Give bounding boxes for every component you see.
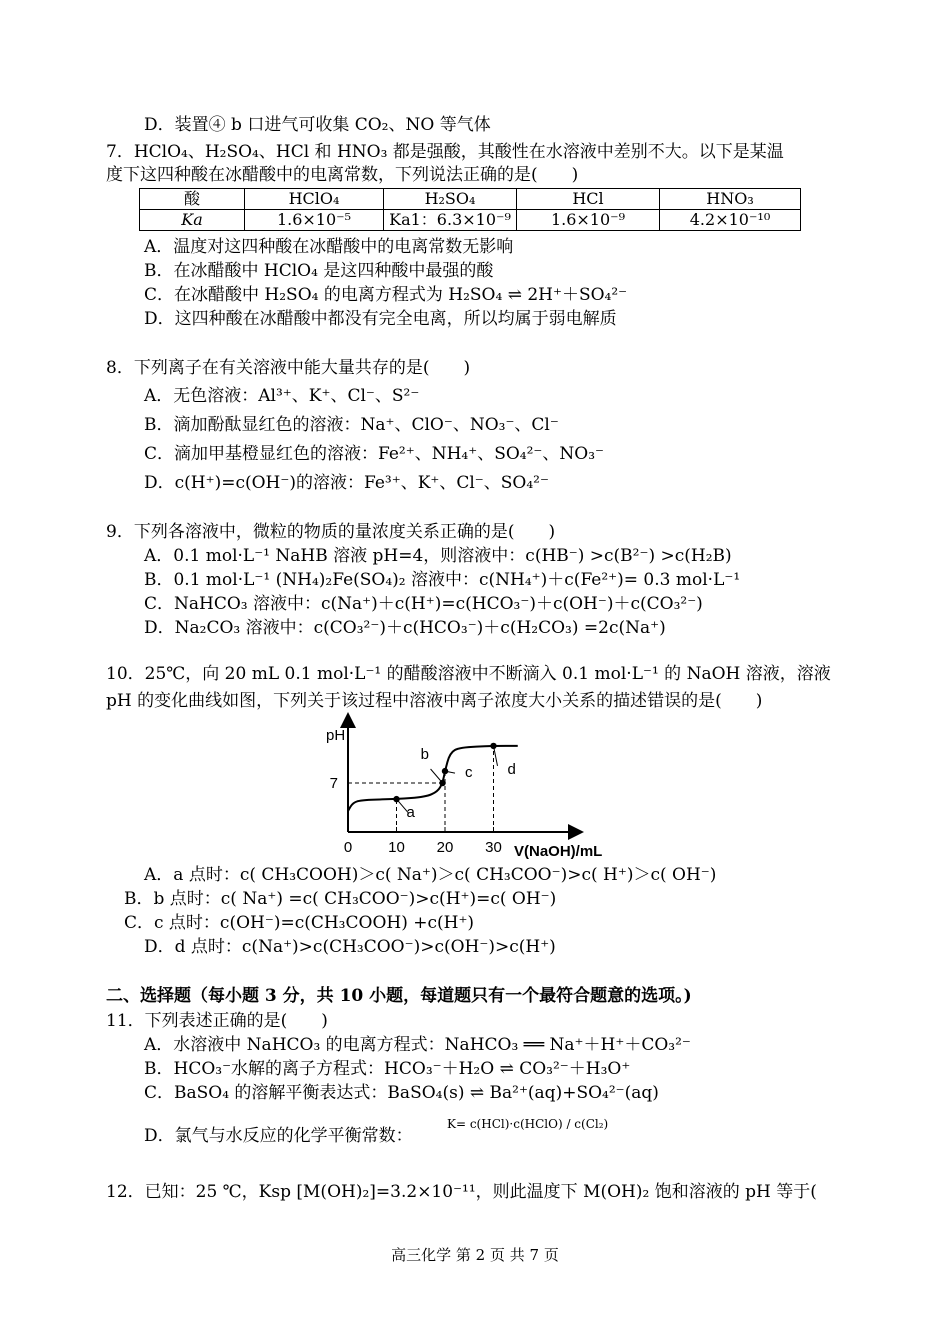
x-tick-label: 10 [388,839,405,856]
x-axis-label: V(NaOH)/mL [514,843,603,860]
q7-stem-line2: 度下这四种酸在冰醋酸中的电离常数，下列说法正确的是( ) [106,165,579,185]
q10-option-b: B．b 点时：c( Na⁺) =c( CH₃COO⁻)>c(H⁺)=c( OH⁻) [124,889,557,909]
table-cell: Ka1：6.3×10⁻⁹ [384,210,517,231]
ph-curve [348,746,518,811]
q9-option-d: D．Na₂CO₃ 溶液中：c(CO₃²⁻)＋c(HCO₃⁻)＋c(H₂CO₃) =2c(Na⁺) [144,618,666,638]
leader-d [494,746,498,766]
point-label-d: d [507,760,516,778]
table-cell: H₂SO₄ [384,189,517,210]
q11-option-b: B．HCO₃⁻水解的离子方程式：HCO₃⁻＋H₂O ⇌ CO₃²⁻＋H₃O⁺ [144,1059,631,1079]
q12-stem: 12．已知：25 ℃，Ksp [M(OH)₂]=3.2×10⁻¹¹，则此温度下 M(OH)₂ 饱和溶液的 pH 等于( [106,1182,817,1202]
q8-option-d: D．c(H⁺)=c(OH⁻)的溶液：Fe³⁺、K⁺、Cl⁻、SO₄²⁻ [144,473,549,493]
q11-stem: 11．下列表述正确的是( ) [106,1011,328,1031]
q8-option-c: C．滴加甲基橙显红色的溶液：Fe²⁺、NH₄⁺、SO₄²⁻、NO₃⁻ [144,444,604,464]
x-tick-label: 0 [343,839,353,856]
q9-option-c: C．NaHCO₃ 溶液中：c(Na⁺)＋c(H⁺)=c(HCO₃⁻)＋c(OH⁻)＋c(CO₃²⁻) [144,594,703,614]
point-label-c: c [465,764,473,782]
point-label-b: b [420,746,429,763]
y-axis-label: pH [326,727,346,744]
ka-table-header [140,189,801,210]
q6-option-d: D．装置④ b 口进气可收集 CO₂、NO 等气体 [144,115,491,135]
q7-option-d: D．这四种酸在冰醋酸中都没有完全电离，所以均属于弱电解质 [144,309,617,329]
q8-option-a: A．无色溶液：Al³⁺、K⁺、Cl⁻、S²⁻ [144,386,420,406]
table-cell: Ka [140,210,245,231]
point-label-a: a [406,804,415,822]
q7-stem-line1: 7．HClO₄、H₂SO₄、HCl 和 HNO₃ 都是强酸，其酸性在水溶液中差别不大。以下是某温 [106,142,784,162]
q10-option-a: A．a 点时：c( CH₃COOH)＞c( Na⁺)＞c( CH₃COO⁻)>c( H⁺)＞c( OH⁻) [144,865,717,885]
q9-stem: 9．下列各溶液中，微粒的物质的量浓度关系正确的是( ) [106,522,556,542]
table-cell: 酸 [140,189,245,210]
x-tick-label: 20 [436,839,454,856]
page-footer: 高三化学 第 2 页 共 7 页 [391,1246,559,1264]
table-cell: HClO₄ [245,189,384,210]
q8-option-b: B．滴加酚酞显红色的溶液：Na⁺、ClO⁻、NO₃⁻、Cl⁻ [144,415,559,435]
q10-option-d: D．d 点时：c(Na⁺)>c(CH₃COO⁻)>c(OH⁻)>c(H⁺) [144,937,556,957]
ph-titration-chart [318,708,618,863]
leader-b [431,769,443,783]
q7-option-b: B．在冰醋酸中 HClO₄ 是这四种酸中最强的酸 [144,261,494,281]
q7-option-a: A．温度对这四种酸在冰醋酸中的电离常数无影响 [144,237,514,257]
q10-stem-line1: 10．25℃，向 20 mL 0.1 mol·L⁻¹ 的醋酸溶液中不断滴入 0.1 mol·L⁻¹ 的 NaOH 溶液，溶液 [106,664,831,684]
q9-option-b: B．0.1 mol·L⁻¹ (NH₄)₂Fe(SO₄)₂ 溶液中：c(NH₄⁺)＋c(Fe²⁺)= 0.3 mol·L⁻¹ [144,570,741,590]
table-cell: 1.6×10⁻⁵ [245,210,384,231]
q11-option-c: C．BaSO₄ 的溶解平衡表达式：BaSO₄(s) ⇌ Ba²⁺(aq)+SO₄²⁻(aq) [144,1083,659,1103]
q7-option-c: C．在冰醋酸中 H₂SO₄ 的电离方程式为 H₂SO₄ ⇌ 2H⁺＋SO₄²⁻ [144,285,628,305]
y-tick-label: 7 [329,775,338,792]
ka-table [139,188,801,231]
equilibrium-constant-formula: K= c(HCl)·c(HClO) / c(Cl₂) [447,1117,609,1131]
q10-option-c: C．c 点时：c(OH⁻)=c(CH₃COOH) +c(H⁺) [124,913,475,933]
table-cell: HCl [517,189,660,210]
q11-option-d: D．氯气与水反应的化学平衡常数： [144,1126,413,1146]
section2-title: 二、选择题（每小题 3 分，共 10 小题，每道题只有一个最符合题意的选项。) [106,986,692,1006]
table-cell: 1.6×10⁻⁹ [517,210,660,231]
q11-option-a: A．水溶液中 NaHCO₃ 的电离方程式：NaHCO₃ ══ Na⁺＋H⁺＋CO₃²⁻ [144,1035,691,1055]
x-tick-label: 30 [485,839,502,856]
q9-option-a: A．0.1 mol·L⁻¹ NaHB 溶液 pH=4，则溶液中：c(HB⁻) >c(B²⁻) >c(H₂B) [144,546,732,566]
table-cell: HNO₃ [660,189,801,210]
ka-table-row [140,210,801,231]
table-cell: 4.2×10⁻¹⁰ [660,210,801,231]
q8-stem: 8．下列离子在有关溶液中能大量共存的是( ) [106,358,471,378]
q10-stem-line2: pH 的变化曲线如图，下列关于该过程中溶液中离子浓度大小关系的描述错误的是( ) [106,691,763,711]
